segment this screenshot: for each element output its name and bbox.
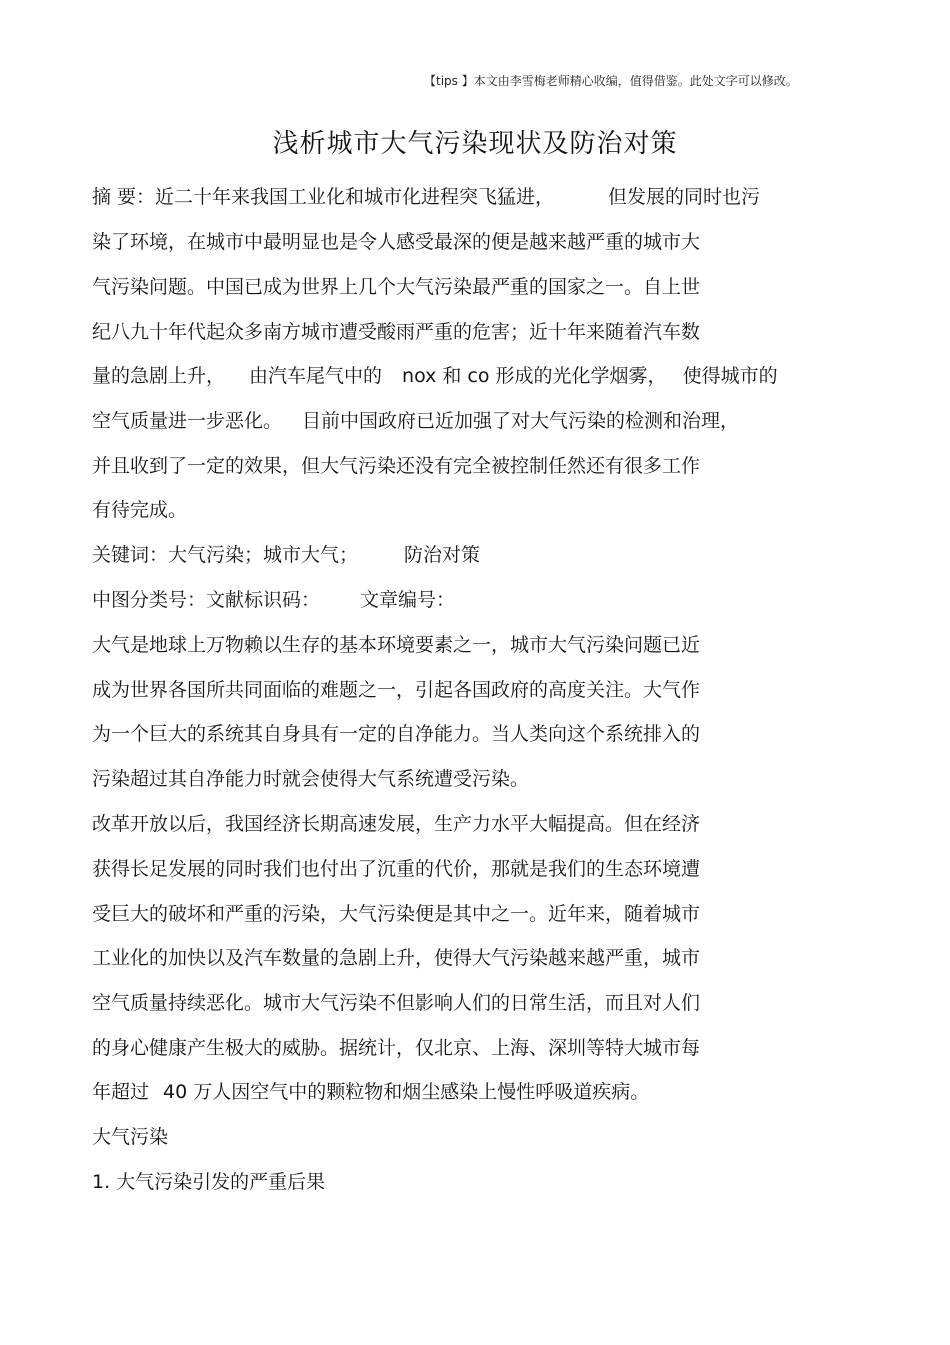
tips-note: 【tips 】本文由李雪梅老师精心收编，值得借鉴。此处文字可以修改。 (424, 74, 798, 88)
abstract-line: 量的急剧上升， 由汽车尾气中的 nox 和 co 形成的光化学烟雾， 使得城市的 (92, 365, 778, 387)
abstract-line: 摘 要：近二十年来我国工业化和城市化进程突飞猛进， 但发展的同时也污 (92, 186, 761, 208)
abstract-line: 空气质量进一步恶化。 目前中国政府已近加强了对大气污染的检测和治理， (92, 410, 740, 432)
subsection-heading: 1. 大气污染引发的严重后果 (92, 1171, 326, 1193)
paragraph-line: 为一个巨大的系统其自身具有一定的自净能力。当人类向这个系统排入的 (92, 723, 701, 745)
paragraph-line: 空气质量持续恶化。城市大气污染不但影响人们的日常生活，而且对人们 (92, 992, 701, 1014)
paragraph-line: 受巨大的破坏和严重的污染，大气污染便是其中之一。近年来，随着城市 (92, 903, 701, 925)
section-heading: 大气污染 (92, 1126, 169, 1148)
paragraph-line: 污染超过其自净能力时就会使得大气系统遭受污染。 (92, 768, 530, 790)
paragraph-line: 工业化的加快以及汽车数量的急剧上升，使得大气污染越来越严重，城市 (92, 947, 701, 969)
abstract-line: 气污染问题。中国已成为世界上几个大气污染最严重的国家之一。自上世 (92, 276, 701, 298)
paragraph-line: 获得长足发展的同时我们也付出了沉重的代价，那就是我们的生态环境遭 (92, 858, 701, 880)
classification-line: 中图分类号：文献标识码： 文章编号： (92, 589, 456, 611)
paragraph-line: 改革开放以后，我国经济长期高速发展，生产力水平大幅提高。但在经济 (92, 813, 701, 835)
paragraph-line: 成为世界各国所共同面临的难题之一，引起各国政府的高度关注。大气作 (92, 679, 701, 701)
keywords: 关键词：大气污染；城市大气； 防治对策 (92, 544, 481, 566)
paragraph-line: 年超过 40 万人因空气中的颗粒物和烟尘感染上慢性呼吸道疾病。 (92, 1081, 650, 1103)
document-title: 浅析城市大气污染现状及防治对策 (272, 129, 678, 159)
abstract-line: 并且收到了一定的效果，但大气污染还没有完全被控制任然还有很多工作 (92, 455, 701, 477)
abstract-line: 纪八九十年代起众多南方城市遭受酸雨严重的危害；近十年来随着汽车数 (92, 321, 701, 343)
paragraph-line: 大气是地球上万物赖以生存的基本环境要素之一，城市大气污染问题已近 (92, 634, 701, 656)
abstract-line: 染了环境，在城市中最明显也是令人感受最深的便是越来越严重的城市大 (92, 231, 701, 253)
abstract-line: 有待完成。 (92, 499, 188, 521)
paragraph-line: 的身心健康产生极大的威胁。据统计，仅北京、上海、深圳等特大城市每 (92, 1037, 701, 1059)
